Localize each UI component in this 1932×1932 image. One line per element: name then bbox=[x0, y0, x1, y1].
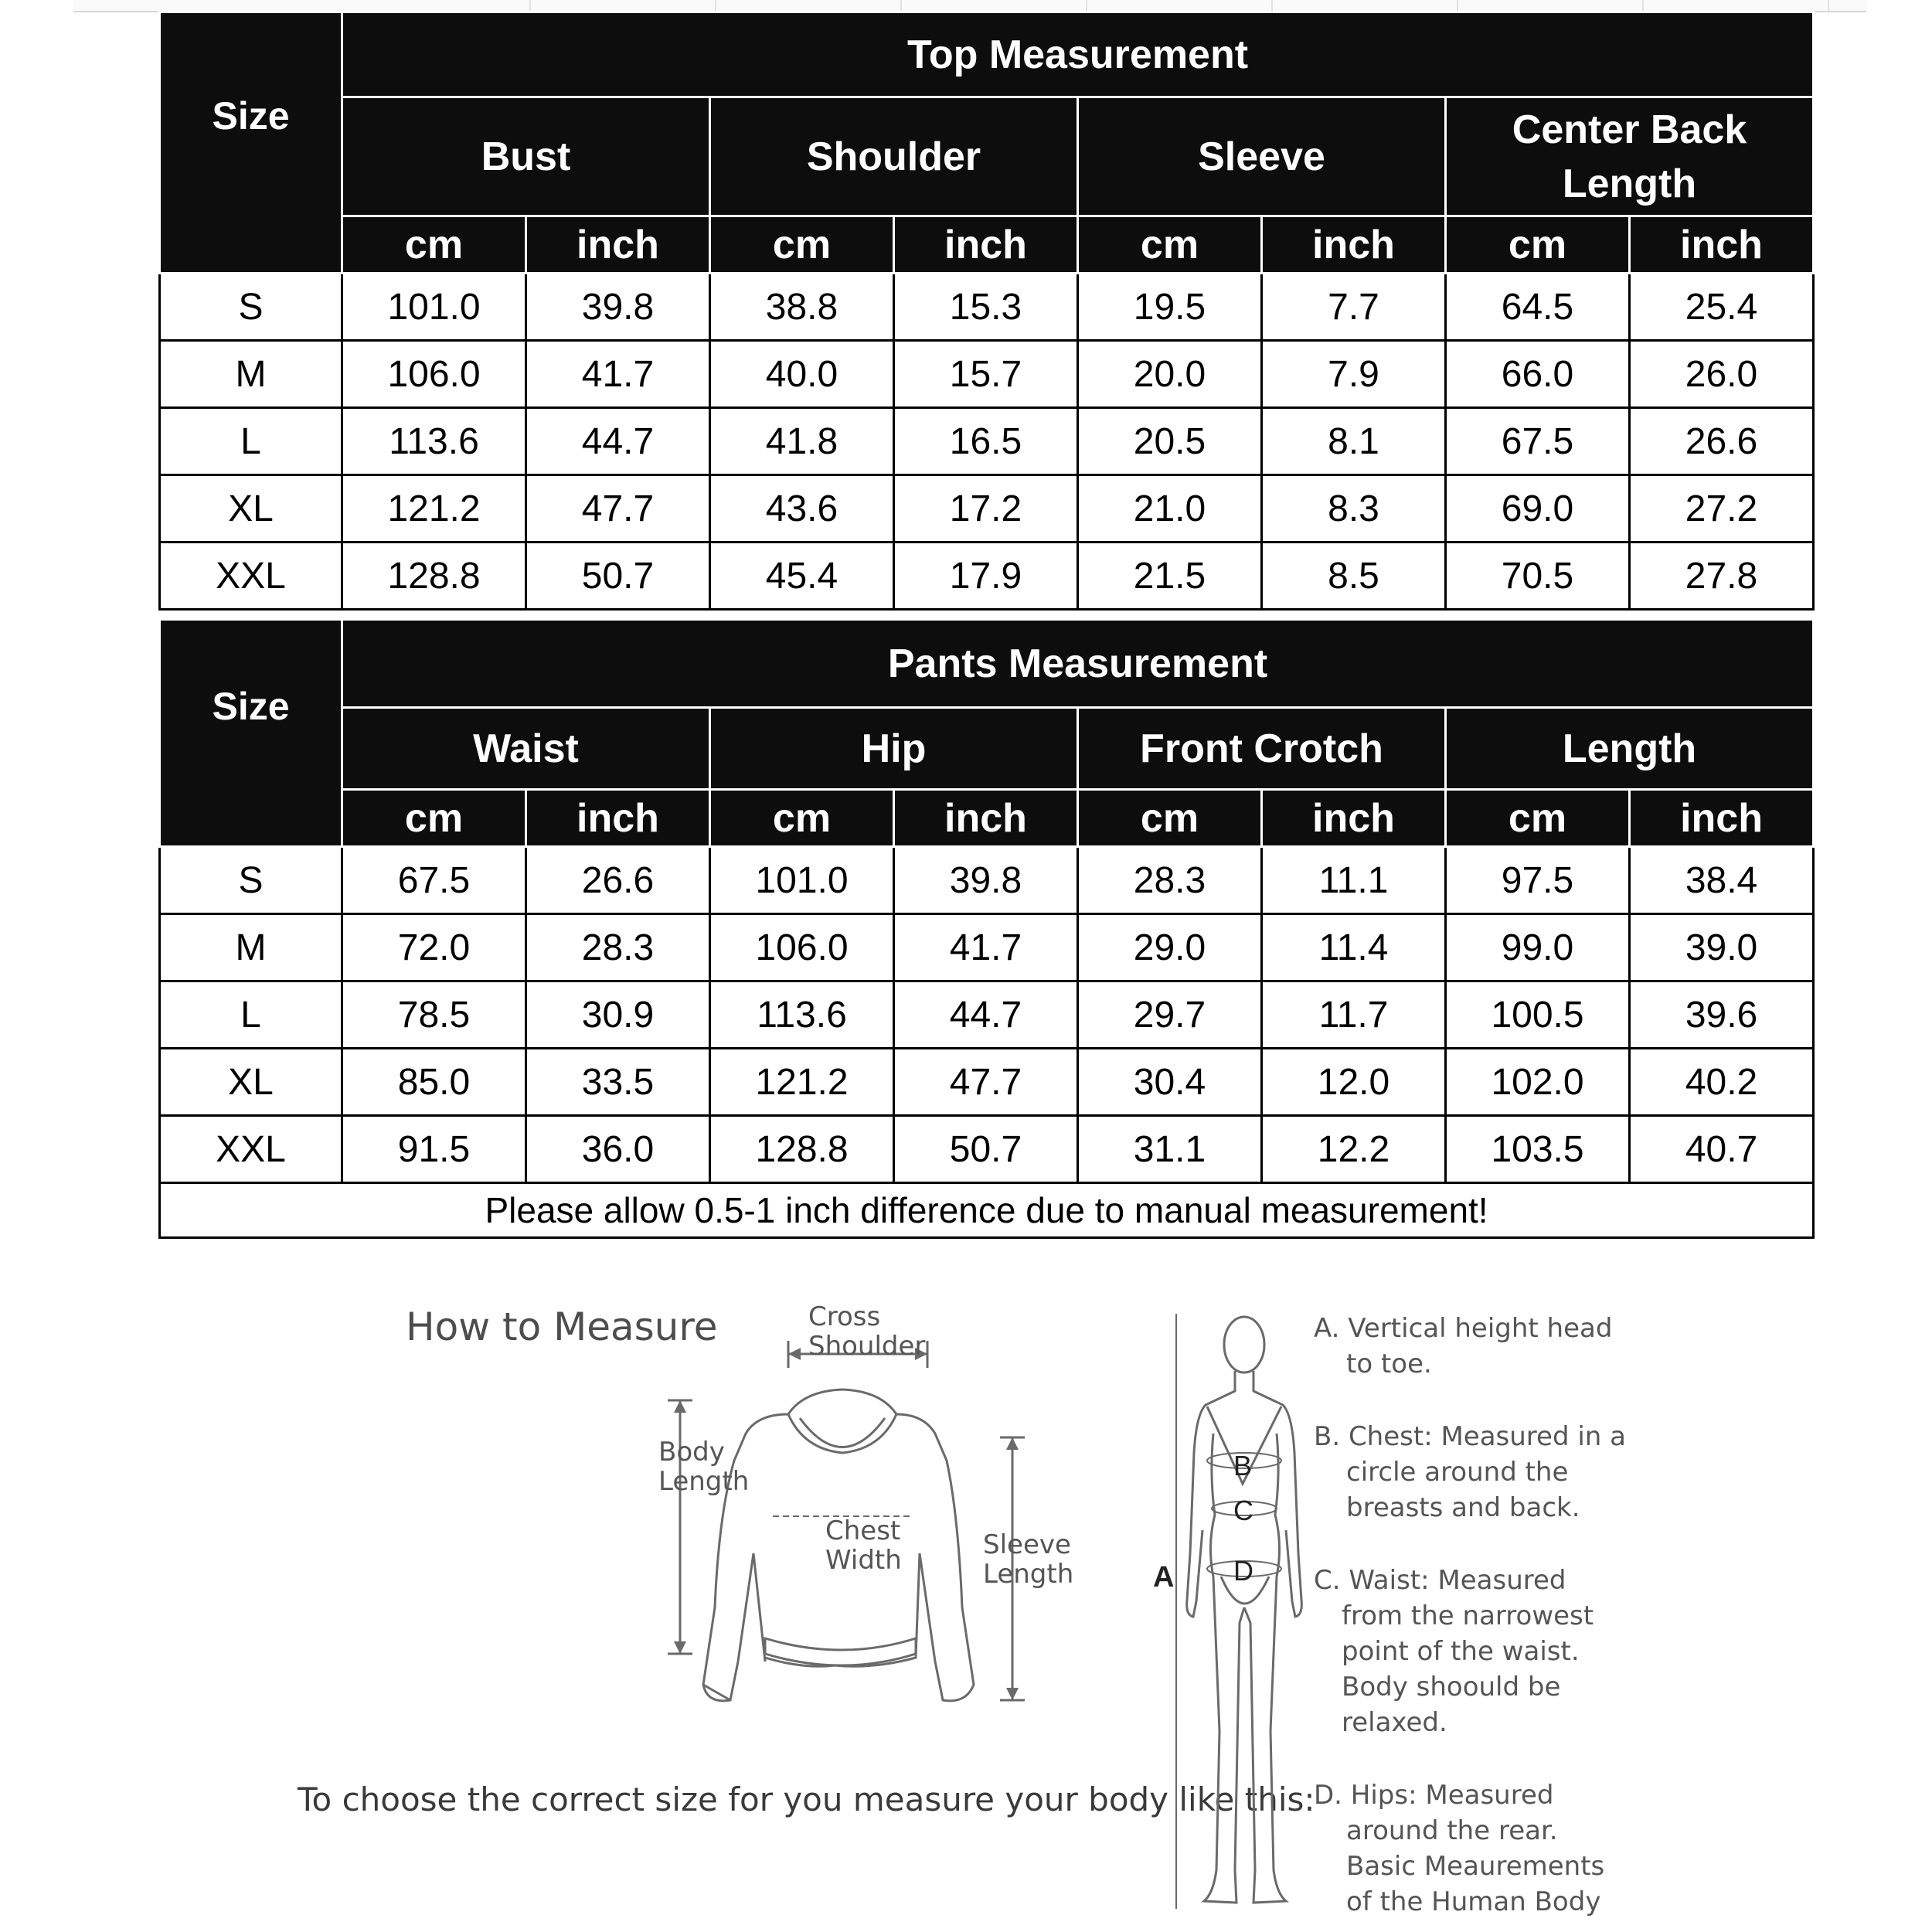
column-header-bust: Bust bbox=[342, 97, 710, 216]
value-cell: 29.0 bbox=[1078, 914, 1262, 981]
marker-c: C bbox=[1233, 1495, 1253, 1526]
unit-cm: cm bbox=[1446, 216, 1630, 274]
value-cell: 7.9 bbox=[1262, 341, 1446, 408]
value-cell: 21.5 bbox=[1078, 543, 1262, 610]
value-cell: 36.0 bbox=[526, 1116, 710, 1183]
size-header: Size bbox=[160, 12, 342, 274]
how-to-measure-title: How to Measure bbox=[406, 1304, 718, 1349]
value-cell: 113.6 bbox=[342, 408, 526, 475]
size-cell: S bbox=[160, 274, 342, 341]
value-cell: 106.0 bbox=[710, 914, 894, 981]
description-b: B. Chest: Measured in a circle around the breasts and back. bbox=[1314, 1421, 1626, 1523]
value-cell: 38.4 bbox=[1630, 847, 1814, 914]
size-cell: L bbox=[160, 408, 342, 475]
value-cell: 128.8 bbox=[342, 543, 526, 610]
value-cell: 8.1 bbox=[1262, 408, 1446, 475]
size-header: Size bbox=[160, 620, 342, 847]
value-cell: 39.8 bbox=[894, 847, 1078, 914]
value-cell: 100.5 bbox=[1446, 981, 1630, 1049]
value-cell: 103.5 bbox=[1446, 1116, 1630, 1183]
human-body-diagram bbox=[1159, 1298, 1337, 1932]
value-cell: 21.0 bbox=[1078, 475, 1262, 543]
size-cell: XL bbox=[160, 1049, 342, 1116]
value-cell: 17.9 bbox=[894, 543, 1078, 610]
pants-measurement-table bbox=[158, 618, 1815, 1239]
value-cell: 15.3 bbox=[894, 274, 1078, 341]
label-cross-shoulder: Cross Shoulder bbox=[808, 1301, 926, 1362]
column-header-shoulder: Shoulder bbox=[710, 97, 1078, 216]
value-cell: 39.0 bbox=[1630, 914, 1814, 981]
value-cell: 11.4 bbox=[1262, 914, 1446, 981]
value-cell: 38.8 bbox=[710, 274, 894, 341]
marker-a: A bbox=[1153, 1561, 1175, 1594]
value-cell: 30.9 bbox=[526, 981, 710, 1049]
value-cell: 20.5 bbox=[1078, 408, 1262, 475]
value-cell: 27.2 bbox=[1630, 475, 1814, 543]
unit-cm: cm bbox=[710, 216, 894, 274]
column-header-center-back-length: Center Back Length bbox=[1446, 97, 1814, 216]
value-cell: 7.7 bbox=[1262, 274, 1446, 341]
value-cell: 15.7 bbox=[894, 341, 1078, 408]
value-cell: 121.2 bbox=[342, 475, 526, 543]
unit-cm: cm bbox=[1446, 790, 1630, 847]
value-cell: 8.3 bbox=[1262, 475, 1446, 543]
column-header-hip: Hip bbox=[710, 708, 1078, 790]
unit-inch: inch bbox=[894, 790, 1078, 847]
value-cell: 17.2 bbox=[894, 475, 1078, 543]
value-cell: 101.0 bbox=[342, 274, 526, 341]
table-row bbox=[160, 543, 1814, 610]
unit-cm: cm bbox=[710, 790, 894, 847]
column-header-waist: Waist bbox=[342, 708, 710, 790]
value-cell: 25.4 bbox=[1630, 274, 1814, 341]
value-cell: 41.7 bbox=[894, 914, 1078, 981]
size-cell: M bbox=[160, 341, 342, 408]
value-cell: 47.7 bbox=[526, 475, 710, 543]
measurement-note: Please allow 0.5-1 inch difference due to manual measurement! bbox=[160, 1183, 1814, 1238]
value-cell: 41.8 bbox=[710, 408, 894, 475]
size-cell: XXL bbox=[160, 543, 342, 610]
value-cell: 31.1 bbox=[1078, 1116, 1262, 1183]
description-a: A. Vertical height head to toe. bbox=[1314, 1313, 1613, 1379]
value-cell: 45.4 bbox=[710, 543, 894, 610]
value-cell: 41.7 bbox=[526, 341, 710, 408]
unit-inch: inch bbox=[1630, 216, 1814, 274]
value-cell: 19.5 bbox=[1078, 274, 1262, 341]
marker-d: D bbox=[1233, 1555, 1253, 1587]
value-cell: 66.0 bbox=[1446, 341, 1630, 408]
value-cell: 26.6 bbox=[1630, 408, 1814, 475]
label-body-length: Body Length bbox=[658, 1437, 750, 1497]
value-cell: 12.2 bbox=[1262, 1116, 1446, 1183]
value-cell: 128.8 bbox=[710, 1116, 894, 1183]
value-cell: 40.7 bbox=[1630, 1116, 1814, 1183]
unit-inch: inch bbox=[526, 790, 710, 847]
note-row bbox=[160, 1183, 1814, 1238]
table-row bbox=[160, 1049, 1814, 1116]
column-header-front-crotch: Front Crotch bbox=[1078, 708, 1446, 790]
marker-b: B bbox=[1233, 1450, 1253, 1481]
size-cell: XL bbox=[160, 475, 342, 543]
value-cell: 99.0 bbox=[1446, 914, 1630, 981]
value-cell: 20.0 bbox=[1078, 341, 1262, 408]
value-cell: 28.3 bbox=[526, 914, 710, 981]
value-cell: 121.2 bbox=[710, 1049, 894, 1116]
size-cell: S bbox=[160, 847, 342, 914]
value-cell: 8.5 bbox=[1262, 543, 1446, 610]
value-cell: 69.0 bbox=[1446, 475, 1630, 543]
value-cell: 78.5 bbox=[342, 981, 526, 1049]
value-cell: 91.5 bbox=[342, 1116, 526, 1183]
value-cell: 40.0 bbox=[710, 341, 894, 408]
value-cell: 16.5 bbox=[894, 408, 1078, 475]
table-row bbox=[160, 1116, 1814, 1183]
table-row bbox=[160, 914, 1814, 981]
unit-cm: cm bbox=[342, 790, 526, 847]
value-cell: 70.5 bbox=[1446, 543, 1630, 610]
value-cell: 106.0 bbox=[342, 341, 526, 408]
label-sleeve-length: Sleeve Length bbox=[983, 1529, 1074, 1590]
unit-cm: cm bbox=[1078, 790, 1262, 847]
value-cell: 47.7 bbox=[894, 1049, 1078, 1116]
value-cell: 72.0 bbox=[342, 914, 526, 981]
top-measurement-table bbox=[158, 11, 1815, 611]
value-cell: 11.7 bbox=[1262, 981, 1446, 1049]
unit-inch: inch bbox=[526, 216, 710, 274]
value-cell: 50.7 bbox=[526, 543, 710, 610]
size-cell: M bbox=[160, 914, 342, 981]
value-cell: 39.8 bbox=[526, 274, 710, 341]
unit-inch: inch bbox=[1630, 790, 1814, 847]
value-cell: 30.4 bbox=[1078, 1049, 1262, 1116]
table-row bbox=[160, 847, 1814, 914]
table-row bbox=[160, 408, 1814, 475]
table-row bbox=[160, 475, 1814, 543]
value-cell: 40.2 bbox=[1630, 1049, 1814, 1116]
value-cell: 29.7 bbox=[1078, 981, 1262, 1049]
unit-inch: inch bbox=[1262, 790, 1446, 847]
unit-cm: cm bbox=[1078, 216, 1262, 274]
value-cell: 39.6 bbox=[1630, 981, 1814, 1049]
value-cell: 26.6 bbox=[526, 847, 710, 914]
column-header-sleeve: Sleeve bbox=[1078, 97, 1446, 216]
sweater-measure-diagram bbox=[649, 1298, 1113, 1731]
table-title: Pants Measurement bbox=[342, 620, 1814, 708]
value-cell: 67.5 bbox=[342, 847, 526, 914]
label-chest-width: Chest Width bbox=[825, 1515, 902, 1576]
value-cell: 28.3 bbox=[1078, 847, 1262, 914]
description-c: C. Waist: Measured from the narrowest point of the waist. Body shoould be relaxed. bbox=[1314, 1565, 1594, 1738]
table-row bbox=[160, 274, 1814, 341]
value-cell: 33.5 bbox=[526, 1049, 710, 1116]
value-cell: 102.0 bbox=[1446, 1049, 1630, 1116]
value-cell: 43.6 bbox=[710, 475, 894, 543]
value-cell: 27.8 bbox=[1630, 543, 1814, 610]
value-cell: 67.5 bbox=[1446, 408, 1630, 475]
table-title: Top Measurement bbox=[342, 12, 1814, 97]
value-cell: 44.7 bbox=[894, 981, 1078, 1049]
description-d: D. Hips: Measured around the rear. Basic Meaurements of the Human Body bbox=[1314, 1780, 1605, 1917]
instruction-text: To choose the correct size for you measure your body like this: bbox=[298, 1781, 1315, 1818]
table-row bbox=[160, 341, 1814, 408]
value-cell: 85.0 bbox=[342, 1049, 526, 1116]
column-header-length: Length bbox=[1446, 708, 1814, 790]
value-cell: 11.1 bbox=[1262, 847, 1446, 914]
value-cell: 97.5 bbox=[1446, 847, 1630, 914]
value-cell: 64.5 bbox=[1446, 274, 1630, 341]
size-cell: XXL bbox=[160, 1116, 342, 1183]
unit-inch: inch bbox=[894, 216, 1078, 274]
value-cell: 101.0 bbox=[710, 847, 894, 914]
value-cell: 44.7 bbox=[526, 408, 710, 475]
value-cell: 26.0 bbox=[1630, 341, 1814, 408]
unit-cm: cm bbox=[342, 216, 526, 274]
value-cell: 50.7 bbox=[894, 1116, 1078, 1183]
unit-inch: inch bbox=[1262, 216, 1446, 274]
value-cell: 12.0 bbox=[1262, 1049, 1446, 1116]
size-cell: L bbox=[160, 981, 342, 1049]
table-row bbox=[160, 981, 1814, 1049]
value-cell: 113.6 bbox=[710, 981, 894, 1049]
